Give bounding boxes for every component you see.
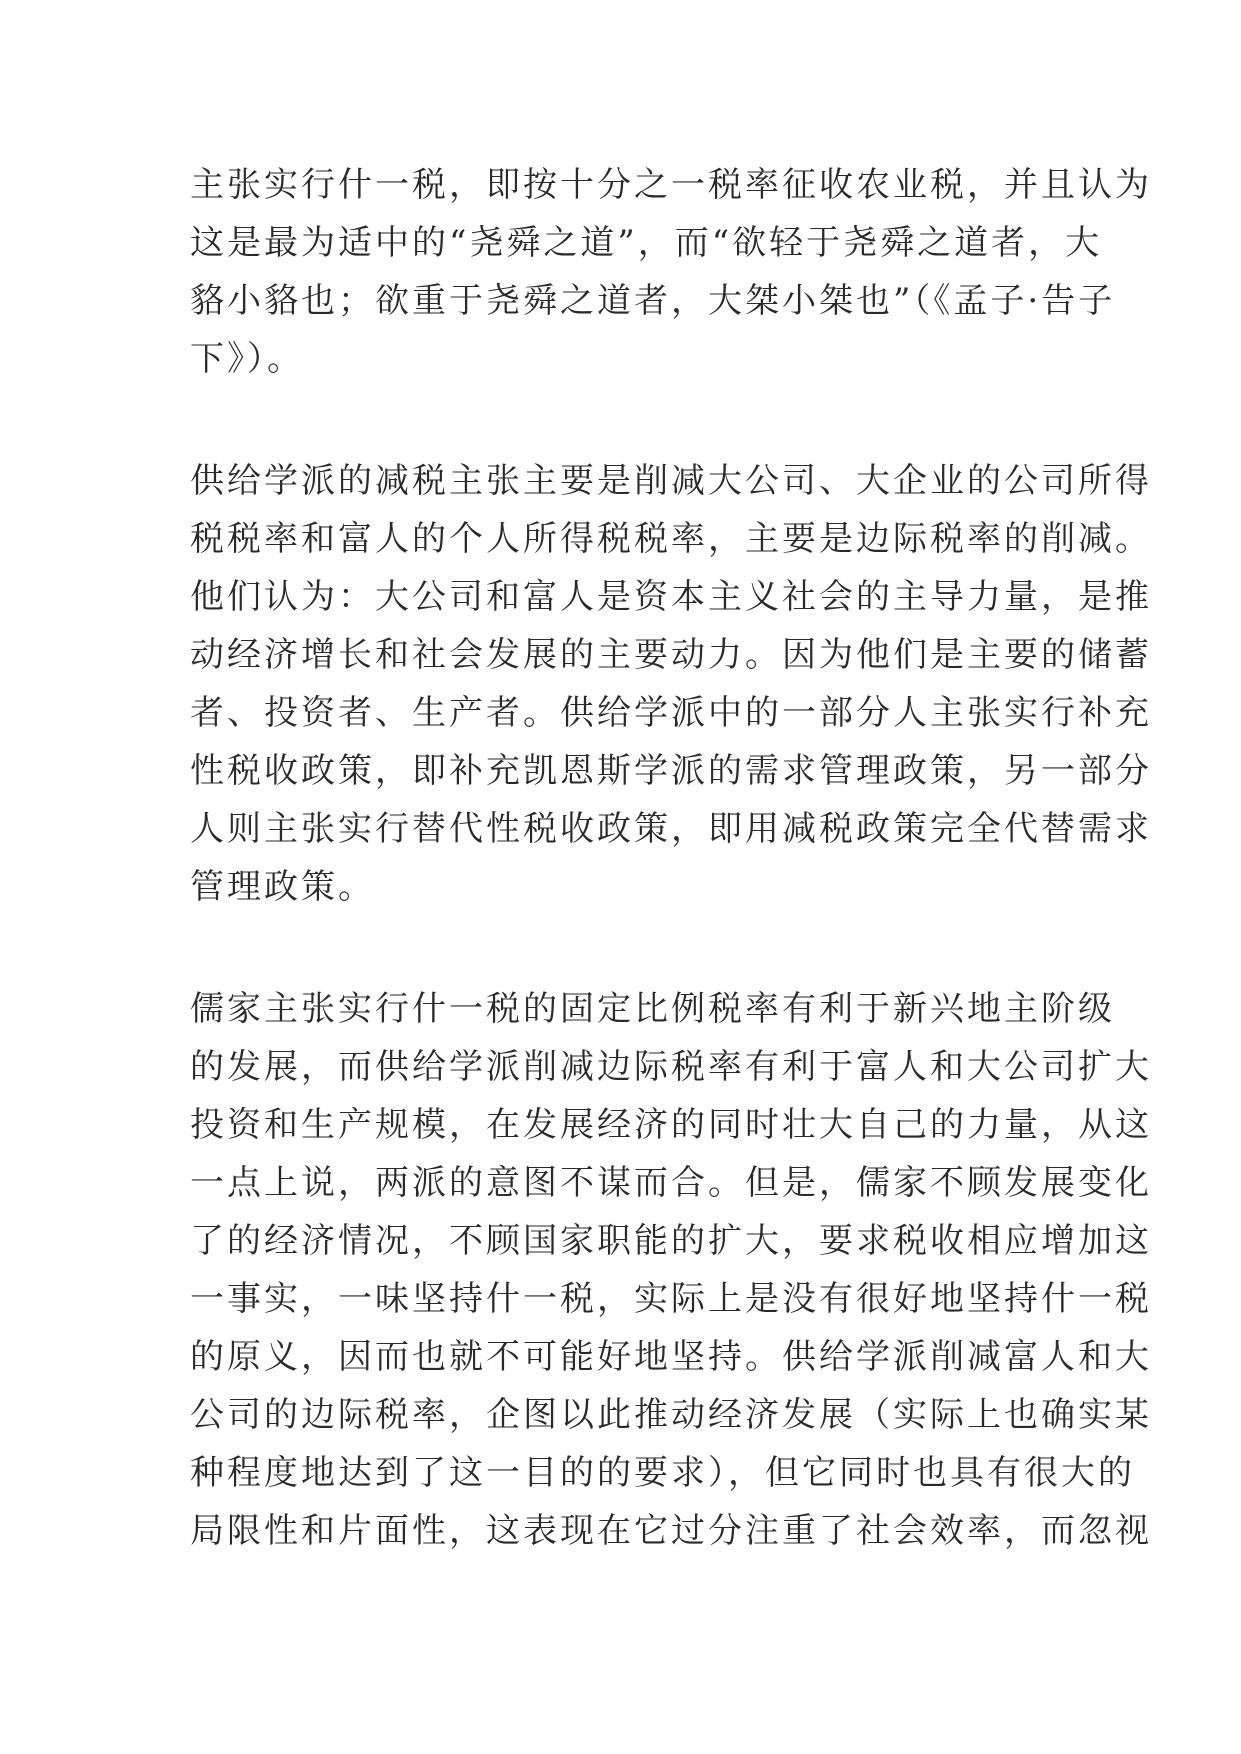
paragraph-line: 局限性和片面性，这表现在它过分注重了社会效率，而忽视 — [190, 1511, 1152, 1551]
paragraph-line: 主张实行什一税，即按十分之一税率征收农业税，并且认为 — [190, 165, 1152, 205]
paragraph-line: 税税率和富人的个人所得税税率，主要是边际税率的削减。 — [190, 519, 1152, 559]
paragraph-line: 一事实，一味坚持什一税，实际上是没有很好地坚持什一税 — [190, 1279, 1152, 1319]
paragraph-line: 者、投资者、生产者。供给学派中的一部分人主张实行补充 — [190, 693, 1152, 733]
paragraph-line: 供给学派的减税主张主要是削减大公司、大企业的公司所得 — [190, 461, 1152, 501]
paragraph-line: 他们认为：大公司和富人是资本主义社会的主导力量，是推 — [190, 577, 1152, 617]
paragraph-line: 性税收政策，即补充凯恩斯学派的需求管理政策，另一部分 — [190, 751, 1152, 791]
paragraph-comparison — [190, 980, 1152, 1560]
paragraph-line: 动经济增长和社会发展的主要动力。因为他们是主要的储蓄 — [190, 635, 1152, 675]
paragraph-line: 了的经济情况，不顾国家职能的扩大，要求税收相应增加这 — [190, 1221, 1152, 1261]
paragraph-line: 儒家主张实行什一税的固定比例税率有利于新兴地主阶级 — [190, 989, 1115, 1029]
paragraph-line: 投资和生产规模，在发展经济的同时壮大自己的力量，从这 — [190, 1105, 1152, 1145]
paragraph-line: 种程度地达到了这一目的的要求），但它同时也具有很大的 — [190, 1453, 1135, 1493]
paragraph-line: 人则主张实行替代性税收政策，即用减税政策完全代替需求 — [190, 809, 1152, 849]
paragraph-line: 貉小貉也；欲重于尧舜之道者，大桀小桀也”（《孟子·告子 — [190, 281, 1116, 321]
paragraph-line: 这是最为适中的“尧舜之道”，而“欲轻于尧舜之道者，大 — [190, 223, 1103, 263]
paragraph-tithe-tax — [190, 156, 1152, 388]
paragraph-line: 的原义，因而也就不可能好地坚持。供给学派削减富人和大 — [190, 1337, 1152, 1377]
paragraph-supply-side-school — [190, 452, 1152, 916]
paragraph-line: 管理政策。 — [190, 867, 375, 907]
paragraph-line: 公司的边际税率，企图以此推动经济发展（实际上也确实某 — [190, 1395, 1152, 1435]
paragraph-line: 一点上说，两派的意图不谋而合。但是，儒家不顾发展变化 — [190, 1163, 1152, 1203]
paragraph-line: 的发展，而供给学派削减边际税率有利于富人和大公司扩大 — [190, 1047, 1152, 1087]
paragraph-line: 下》）。 — [190, 339, 304, 379]
